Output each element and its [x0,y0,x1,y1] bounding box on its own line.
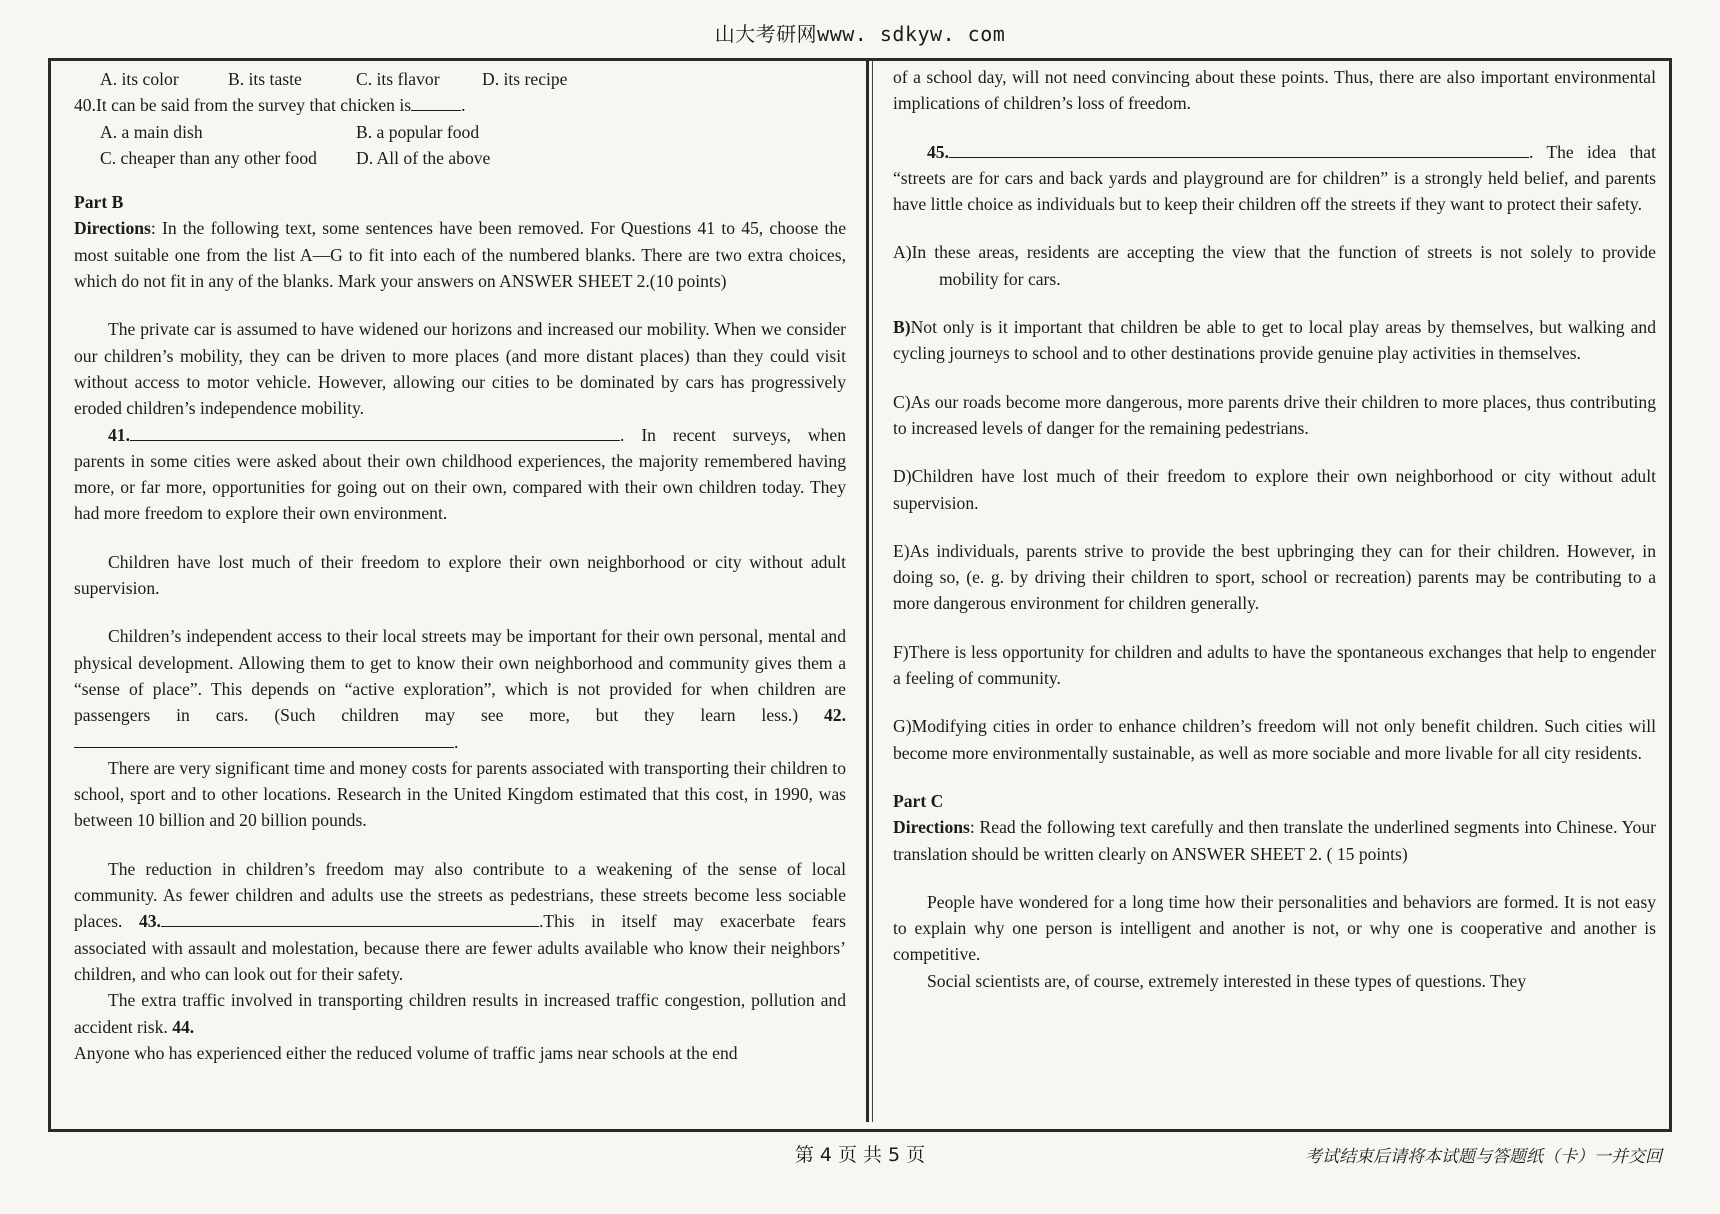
part-c-para-2: Social scientists are, of course, extremely interested in these types of questions. They [927,970,1527,991]
site-header: 山大考研网www. sdkyw. com [714,22,1006,46]
q39-option-a: A. its color [100,69,179,89]
q45-blank [949,139,1529,158]
q41-blank [130,422,620,441]
q40-option-d: D. All of the above [356,147,491,168]
passage-para-6: The reduction in children’s freedom may also contribute to a weakening of the sense of local community. As fewer children and adults use the streets as pedestrians, these streets become less sociable places. 43. .This in itself may exacerbate fears associated with assault and molestation, because there are fewer adults available who know their neighbors’ children, and who can look out for their safety. [74,858,846,984]
choice-b: B)Not only is it important that children be able to get to local play areas by themselves, but walking and cycling journeys to school and to other destinations provide genuine play activities in themselves. [893,317,1656,364]
passage-para-1: The private car is assumed to have widened our horizons and increased our mobility. When we consider our children’s mobility, they can be driven to more places (and more distant places) than they could visit without access to motor vehicle. However, allowing our cities to be dominated by cars has progressively eroded children’s independence mobility. [74,319,846,419]
passage-continuation: of a school day, will not need convincing about these points. Thus, there are also important environmental implications of children’s loss of freedom. [893,67,1656,114]
q40-option-b: B. a popular food [356,121,480,142]
choice-c: C)As our roads become more dangerous, more parents drive their children to more places, thus contributing to increased levels of danger for the remaining pedestrians. [893,391,1656,438]
q42-blank [74,729,454,748]
q40-options-row2 [74,145,846,171]
q39-option-d: D. its recipe [482,69,568,89]
page-number: 第 4 页 共 5 页 [794,1144,926,1166]
q43-blank [161,908,539,927]
q40-stem: 40.It can be said from the survey that chicken is . [74,92,846,118]
choice-g: G)Modifying cities in order to enhance children’s freedom will not only benefit children. Such cities will become more environmentally sustainable, as well as more sociable and more livable for all city residents. [893,716,1656,763]
q39-options [74,66,846,92]
part-c-title: Part C [893,790,944,811]
q40-option-c: C. cheaper than any other food [100,147,317,168]
choice-e: E)As individuals, parents strive to provide the best upbringing they can for their children. However, in doing so, (e. g. by driving their children to sport, school or recreation) parents may be contributing to a more dangerous environment for children generally. [893,540,1656,614]
passage-para-5: There are very significant time and money costs for parents associated with transporting their children to school, sport and to other locations. Research in the United Kingdom estimated that this cost, in 1990, was between 10 billion and 20 billion pounds. [74,757,846,831]
passage-para-3: Children have lost much of their freedom to explore their own neighborhood or city without adult supervision. [74,551,846,599]
left-column [50,60,866,1122]
passage-para-4: Children’s independent access to their local streets may be important for their own personal, mental and physical development. Allowing them to get to know their own neighborhood and community gives them a “sense of place”. This depends on “active exploration”, which is not provided for when children are passengers in cars. (Such children may see more, but they learn less.) 42.. [74,626,846,752]
q40-option-a: A. a main dish [100,121,203,142]
q40-blank [411,92,461,111]
passage-para-7: The extra traffic involved in transporting children results in increased traffic congestion, pollution and accident risk. 44. Anyone who has experienced either the reduced volume of traffic jams near schools at the end [74,990,846,1063]
part-c-para-1: People have wondered for a long time how their personalities and behaviors are formed. It is not easy to explain why one person is intelligent and another is not, or why one is cooperative and another is competitive. [893,891,1656,965]
part-b-title: Part B [74,192,124,213]
choice-a: A)In these areas, residents are accepting the view that the function of streets is not solely to provide mobility for cars. [893,242,1656,289]
submission-note: 考试结束后请将本试题与答题纸（卡）一并交回 [1305,1147,1662,1167]
q39-option-c: C. its flavor [356,69,440,89]
passage-para-2: 41. . In recent surveys, when parents in some cities were asked about their own childhood experiences, the majority remembered having more, or far more, opportunities for going out on their own, compared with their own children today. They had more freedom to explore their own environment. [74,422,846,527]
part-c-directions: Directions: Read the following text carefully and then translate the underlined segments into Chinese. Your translation should be written clearly on ANSWER SHEET 2. ( 15 points) [893,817,1656,864]
choice-d: D)Children have lost much of their freedom to explore their own neighborhood or city without adult supervision. [893,466,1656,513]
right-column [866,60,1672,1122]
q40-options-row1 [74,119,846,145]
q39-option-b: B. its taste [228,69,302,89]
part-b-directions: Directions: In the following text, some sentences have been removed. For Questions 41 to 45, choose the most suitable one from the list A—G to fit into each of the numbered blanks. There are two extra choices, which do not fit in any of the blanks. Mark your answers on ANSWER SHEET 2.(10 points) [74,218,846,292]
choice-f: F)There is less opportunity for children and adults to have the spontaneous exchanges that help to engender a feeling of community. [893,641,1656,689]
passage-para-8: 45. . The idea that “streets are for cars and back yards and playground are for children” is a strongly held belief, and parents have little choice as individuals but to keep their children off the streets if they want to protect their safety. [893,139,1656,218]
